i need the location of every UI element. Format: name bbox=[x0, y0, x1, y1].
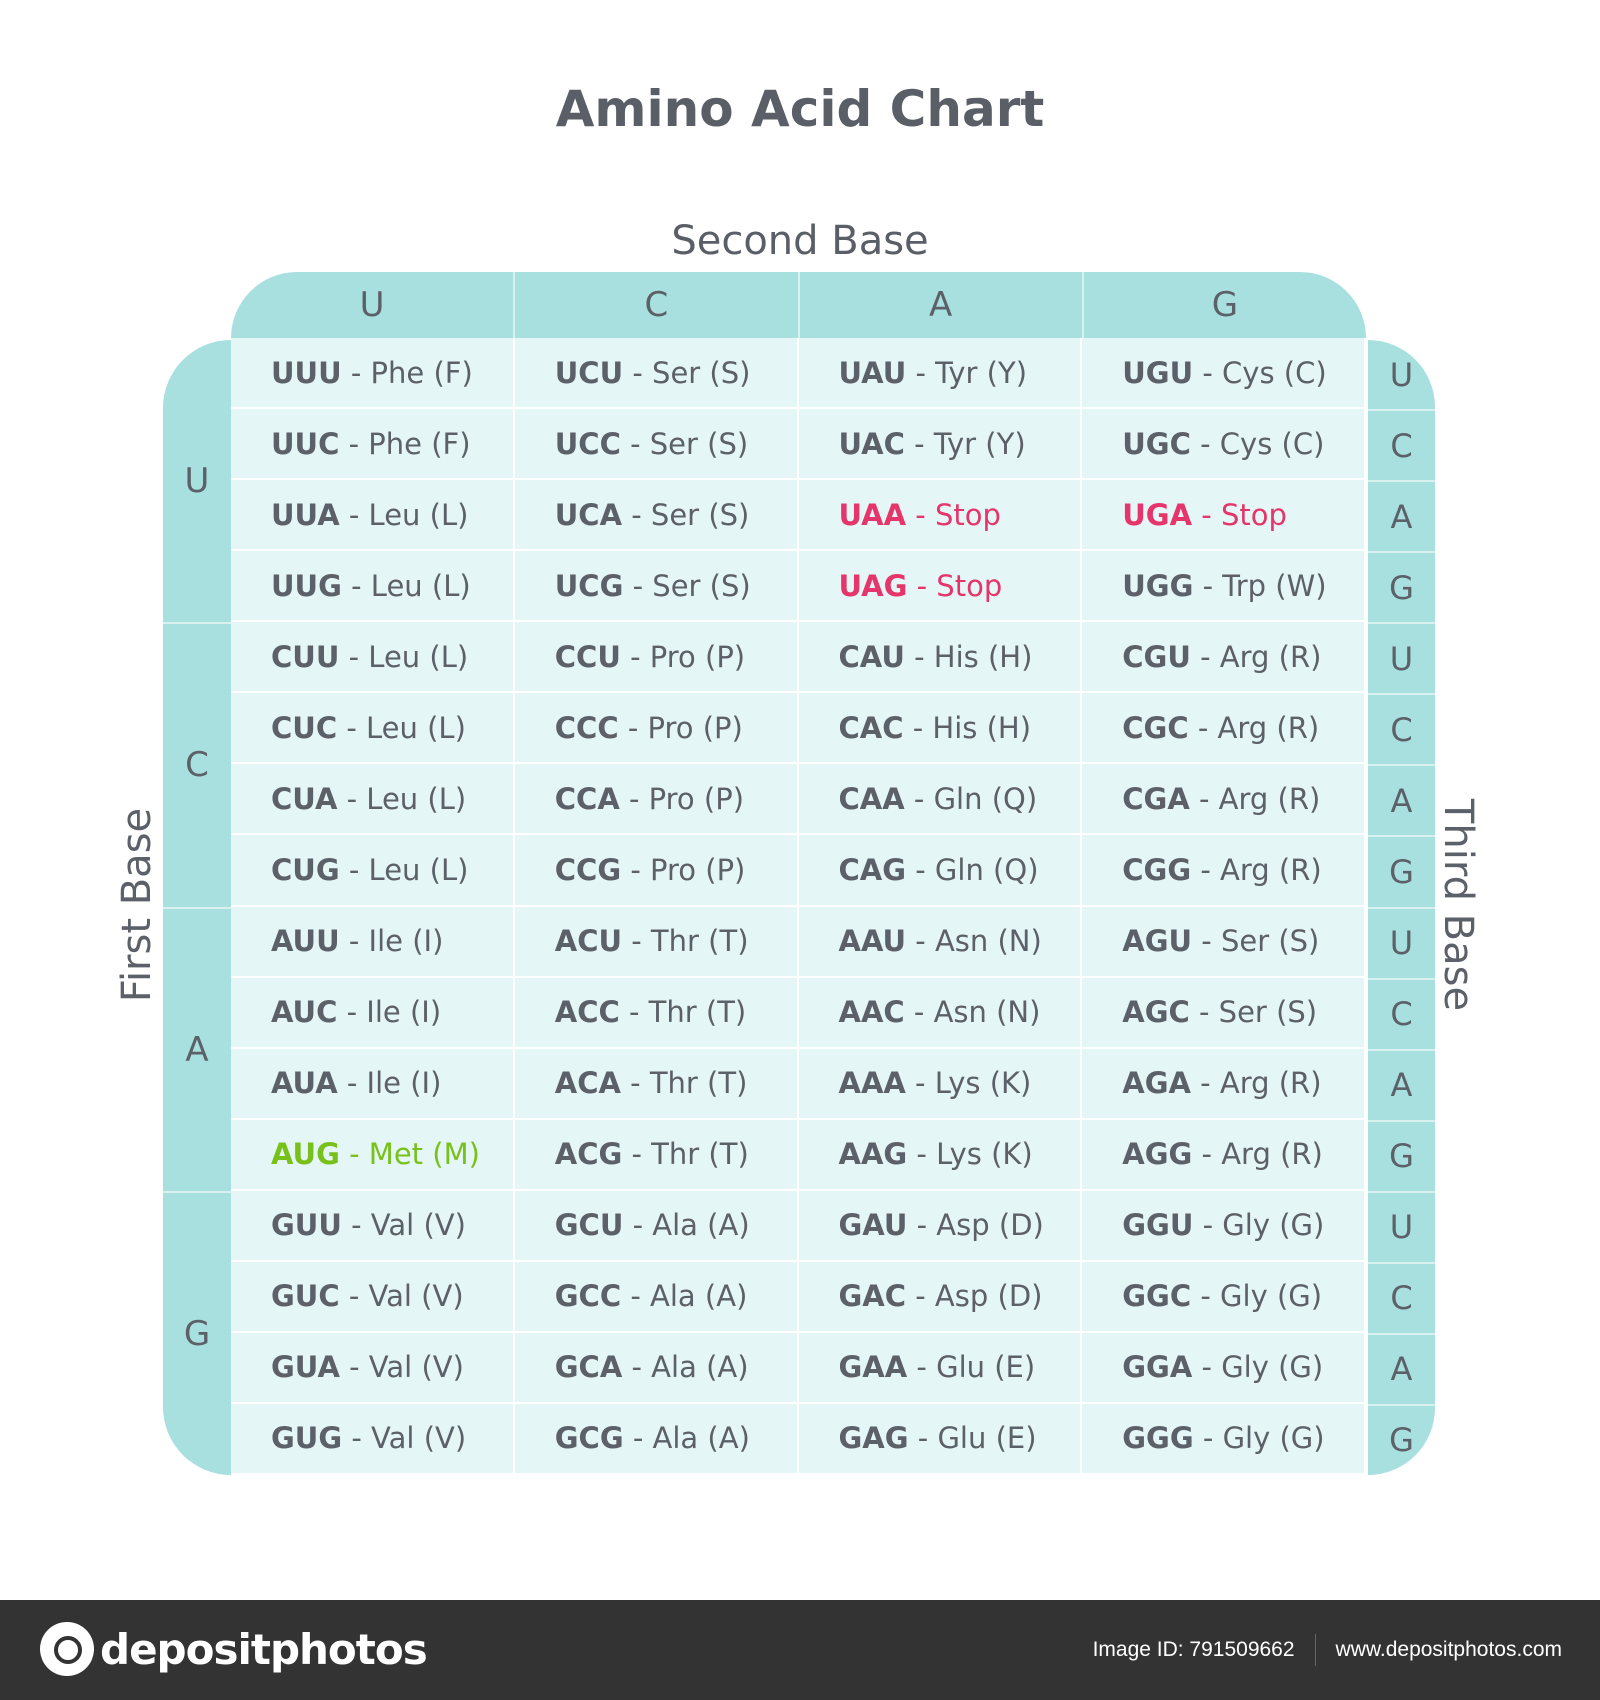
amino-acid: - Val (V) bbox=[342, 1421, 467, 1456]
codon: GGG bbox=[1122, 1421, 1194, 1456]
amino-acid: - Ser (S) bbox=[1192, 924, 1320, 959]
second-base-header bbox=[231, 272, 1366, 338]
codon-cell bbox=[231, 835, 515, 906]
codon: AUA bbox=[271, 1066, 338, 1101]
codon-cell bbox=[1082, 551, 1366, 622]
codon: CAA bbox=[838, 781, 905, 816]
footer-bar bbox=[0, 1600, 1600, 1700]
second-base-u: U bbox=[231, 272, 515, 338]
codon-cell bbox=[799, 1120, 1083, 1191]
amino-acid: - His (H) bbox=[904, 639, 1033, 674]
first-base-g: G bbox=[183, 1313, 211, 1354]
amino-acid: - Ile (I) bbox=[337, 995, 442, 1030]
third-base-column bbox=[1368, 340, 1435, 1475]
codon-cell bbox=[799, 907, 1083, 978]
third-base-cell: G bbox=[1368, 553, 1435, 624]
codon: GUC bbox=[271, 1279, 340, 1314]
amino-acid: - Ser (S) bbox=[623, 568, 751, 603]
amino-acid: - Ser (S) bbox=[620, 426, 749, 461]
first-base-column bbox=[163, 340, 231, 1475]
codon: GCC bbox=[554, 1279, 622, 1314]
amino-acid: - Ser (S) bbox=[623, 355, 751, 390]
codon-cell bbox=[1082, 1333, 1366, 1404]
amino-acid: - Asp (D) bbox=[906, 1279, 1043, 1314]
codon: AGG bbox=[1122, 1137, 1193, 1172]
codon: GGU bbox=[1122, 1208, 1194, 1243]
first-base-a: A bbox=[163, 909, 231, 1193]
codon: ACC bbox=[554, 995, 620, 1030]
codon-grid bbox=[231, 338, 1366, 1475]
second-base-g: G bbox=[1211, 285, 1239, 325]
codon-cell bbox=[231, 551, 515, 622]
amino-acid: - Ser (S) bbox=[1189, 995, 1318, 1030]
third-base-cell: C bbox=[1368, 695, 1435, 766]
codon-cell bbox=[1082, 338, 1366, 409]
codon-cell bbox=[515, 764, 799, 835]
third-base-cell: C bbox=[1368, 1264, 1435, 1335]
codon: GUU bbox=[271, 1208, 342, 1243]
codon-cell bbox=[1082, 907, 1366, 978]
codon: UAU bbox=[838, 355, 907, 390]
codon: AUC bbox=[271, 995, 338, 1030]
codon: UGG bbox=[1122, 568, 1194, 603]
page-title: Amino Acid Chart bbox=[555, 80, 1045, 138]
codon: CGG bbox=[1122, 852, 1192, 887]
codon-cell bbox=[1082, 693, 1366, 764]
divider bbox=[1315, 1634, 1316, 1666]
amino-acid: - Phe (F) bbox=[341, 355, 473, 390]
codon: GAC bbox=[838, 1279, 907, 1314]
third-base-cell: C bbox=[1368, 980, 1435, 1051]
codon: GCG bbox=[554, 1421, 624, 1456]
codon: ACA bbox=[554, 1066, 621, 1101]
amino-acid: - Lys (K) bbox=[905, 1066, 1032, 1101]
amino-acid: - Leu (L) bbox=[339, 639, 469, 674]
camera-icon bbox=[40, 1622, 94, 1676]
codon-cell bbox=[231, 1049, 515, 1120]
codon: GUA bbox=[271, 1350, 340, 1385]
amino-acid: - Pro (P) bbox=[620, 639, 746, 674]
codon: GAA bbox=[838, 1350, 908, 1385]
codon: AGU bbox=[1122, 924, 1193, 959]
codon-cell bbox=[799, 622, 1083, 693]
codon: GUG bbox=[271, 1421, 343, 1456]
codon: GGC bbox=[1122, 1279, 1192, 1314]
first-base-label: First Base bbox=[114, 807, 160, 1003]
third-base-cell: G bbox=[1389, 1421, 1414, 1460]
codon-cell bbox=[1082, 1120, 1366, 1191]
codon-cell bbox=[1082, 764, 1366, 835]
codon-cell bbox=[515, 551, 799, 622]
amino-acid: - Arg (R) bbox=[1192, 1137, 1323, 1172]
codon-cell bbox=[231, 338, 515, 409]
third-base-cell: G bbox=[1368, 1122, 1435, 1193]
amino-acid: - Glu (E) bbox=[907, 1350, 1036, 1385]
codon: AAC bbox=[838, 995, 905, 1030]
third-base-cell: A bbox=[1368, 482, 1435, 553]
amino-acid: - Pro (P) bbox=[619, 781, 745, 816]
codon: AGC bbox=[1122, 995, 1190, 1030]
codon: UUA bbox=[271, 497, 340, 532]
amino-acid: - Cys (C) bbox=[1193, 355, 1327, 390]
codon: ACG bbox=[554, 1137, 623, 1172]
codon: UGA bbox=[1122, 497, 1193, 532]
depositphotos-logo bbox=[40, 1622, 427, 1676]
codon: CCU bbox=[554, 639, 621, 674]
amino-acid: - Glu (E) bbox=[908, 1421, 1037, 1456]
codon-cell bbox=[1082, 978, 1366, 1049]
codon-cell bbox=[799, 1049, 1083, 1120]
codon: UGU bbox=[1122, 355, 1194, 390]
second-base-c: C bbox=[515, 272, 799, 338]
codon: CAC bbox=[838, 710, 904, 745]
amino-acid: - His (H) bbox=[903, 710, 1032, 745]
amino-acid: - Leu (L) bbox=[337, 710, 466, 745]
third-base-cell: U bbox=[1368, 624, 1435, 695]
codon-cell bbox=[231, 907, 515, 978]
codon: CGA bbox=[1122, 781, 1190, 816]
third-base-cell: A bbox=[1368, 766, 1435, 837]
codon-cell bbox=[1082, 622, 1366, 693]
codon-cell bbox=[231, 1120, 515, 1191]
codon: UCA bbox=[554, 497, 623, 532]
codon-cell bbox=[231, 693, 515, 764]
codon: CUA bbox=[271, 781, 338, 816]
codon: UUU bbox=[271, 355, 342, 390]
amino-acid: - Asn (N) bbox=[906, 924, 1042, 959]
codon: GCA bbox=[554, 1350, 623, 1385]
amino-acid: - Val (V) bbox=[341, 1208, 466, 1243]
logo-text: depositphotos bbox=[100, 1624, 427, 1674]
codon-cell bbox=[515, 409, 799, 480]
amino-acid: - Pro (P) bbox=[618, 710, 743, 745]
codon-cell bbox=[515, 1120, 799, 1191]
amino-acid: - Asp (D) bbox=[907, 1208, 1044, 1243]
codon: AUG bbox=[271, 1137, 340, 1172]
codon: UCC bbox=[554, 426, 621, 461]
codon-cell bbox=[515, 1049, 799, 1120]
amino-acid: - Tyr (Y) bbox=[906, 355, 1028, 390]
amino-acid: - Trp (W) bbox=[1193, 568, 1327, 603]
codon-cell bbox=[799, 1191, 1083, 1262]
codon-cell bbox=[515, 1333, 799, 1404]
codon: CAU bbox=[838, 639, 905, 674]
codon-cell bbox=[515, 693, 799, 764]
amino-acid: - Arg (R) bbox=[1189, 781, 1321, 816]
codon: UUG bbox=[271, 568, 342, 603]
amino-acid: - Leu (L) bbox=[337, 781, 467, 816]
codon: CCC bbox=[554, 710, 619, 745]
codon-cell bbox=[799, 835, 1083, 906]
codon-cell bbox=[231, 409, 515, 480]
amino-acid: - Pro (P) bbox=[621, 852, 746, 887]
codon: UUC bbox=[271, 426, 340, 461]
codon-cell bbox=[1082, 480, 1366, 551]
codon-cell bbox=[1082, 1404, 1366, 1475]
codon-cell bbox=[515, 1191, 799, 1262]
codon-cell bbox=[515, 978, 799, 1049]
amino-acid: - Val (V) bbox=[339, 1350, 464, 1385]
codon-cell bbox=[515, 835, 799, 906]
amino-acid: - Thr (T) bbox=[622, 924, 749, 959]
amino-acid: - Stop bbox=[907, 568, 1003, 603]
amino-acid: - Leu (L) bbox=[341, 568, 471, 603]
amino-acid: - Val (V) bbox=[339, 1279, 464, 1314]
codon: UGC bbox=[1122, 426, 1191, 461]
amino-acid: - Gly (G) bbox=[1191, 1279, 1323, 1314]
amino-acid: - Lys (K) bbox=[907, 1137, 1033, 1172]
codon-cell bbox=[799, 551, 1083, 622]
codon: AGA bbox=[1122, 1066, 1191, 1101]
codon: UAG bbox=[838, 568, 908, 603]
codon-cell bbox=[231, 764, 515, 835]
amino-acid: - Phe (F) bbox=[339, 426, 471, 461]
codon-cell bbox=[1082, 1191, 1366, 1262]
amino-acid: - Tyr (Y) bbox=[904, 426, 1026, 461]
amino-acid: - Stop bbox=[906, 497, 1001, 532]
codon: CGU bbox=[1122, 639, 1191, 674]
first-base-u: U bbox=[163, 340, 231, 624]
codon-cell bbox=[1082, 835, 1366, 906]
amino-acid: - Gly (G) bbox=[1193, 1208, 1325, 1243]
codon-cell bbox=[515, 480, 799, 551]
codon-cell bbox=[799, 764, 1083, 835]
amino-acid: - Gly (G) bbox=[1192, 1350, 1324, 1385]
codon: CUC bbox=[271, 710, 338, 745]
codon: AUU bbox=[271, 924, 340, 959]
codon: AAA bbox=[838, 1066, 906, 1101]
codon: CCG bbox=[554, 852, 622, 887]
codon-cell bbox=[515, 1262, 799, 1333]
amino-acid: - Arg (R) bbox=[1188, 710, 1320, 745]
codon-cell bbox=[1082, 1049, 1366, 1120]
codon-cell bbox=[515, 907, 799, 978]
amino-acid: - Ile (I) bbox=[337, 1066, 442, 1101]
codon: AAU bbox=[838, 924, 907, 959]
codon-cell bbox=[231, 480, 515, 551]
amino-acid: - Met (M) bbox=[339, 1137, 480, 1172]
amino-acid: - Cys (C) bbox=[1190, 426, 1325, 461]
codon: AAG bbox=[838, 1137, 908, 1172]
codon-cell bbox=[1082, 409, 1366, 480]
codon-cell bbox=[799, 480, 1083, 551]
amino-acid: - Thr (T) bbox=[619, 995, 747, 1030]
third-base-cell: U bbox=[1368, 1193, 1435, 1264]
second-base-label: Second Base bbox=[671, 218, 929, 264]
codon-cell bbox=[231, 1191, 515, 1262]
amino-acid: - Stop bbox=[1192, 497, 1287, 532]
third-base-label: Third Base bbox=[1435, 798, 1481, 1012]
codon: UCU bbox=[554, 355, 624, 390]
third-base-cell: U bbox=[1368, 340, 1435, 411]
site-url: www.depositphotos.com bbox=[1335, 1638, 1562, 1661]
amino-acid: - Leu (L) bbox=[339, 852, 469, 887]
codon-cell bbox=[799, 338, 1083, 409]
codon: CAG bbox=[838, 852, 907, 887]
amino-acid: - Ile (I) bbox=[339, 924, 444, 959]
amino-acid: - Arg (R) bbox=[1191, 852, 1322, 887]
codon-cell bbox=[515, 338, 799, 409]
amino-acid: - Arg (R) bbox=[1190, 639, 1322, 674]
codon: GAU bbox=[838, 1208, 908, 1243]
codon-cell bbox=[799, 693, 1083, 764]
codon: UCG bbox=[554, 568, 624, 603]
codon-cell bbox=[799, 409, 1083, 480]
codon-cell bbox=[231, 978, 515, 1049]
amino-acid: - Ala (A) bbox=[623, 1208, 750, 1243]
codon-cell bbox=[799, 1404, 1083, 1475]
third-base-cell: G bbox=[1368, 837, 1435, 908]
codon: CUG bbox=[271, 852, 340, 887]
codon: GGA bbox=[1122, 1350, 1193, 1385]
codon: GCU bbox=[554, 1208, 624, 1243]
codon-cell bbox=[799, 1333, 1083, 1404]
amino-acid: - Ala (A) bbox=[623, 1421, 750, 1456]
codon-cell bbox=[231, 622, 515, 693]
codon-cell bbox=[515, 1404, 799, 1475]
first-base-c: C bbox=[163, 624, 231, 908]
third-base-cell: A bbox=[1368, 1051, 1435, 1122]
codon-cell bbox=[515, 622, 799, 693]
amino-acid: - Ala (A) bbox=[621, 1279, 748, 1314]
codon: CCA bbox=[554, 781, 620, 816]
amino-acid: - Ser (S) bbox=[622, 497, 750, 532]
amino-acid: - Ala (A) bbox=[622, 1350, 749, 1385]
amino-acid: - Gln (Q) bbox=[906, 852, 1039, 887]
codon-cell bbox=[231, 1404, 515, 1475]
image-id: Image ID: 791509662 bbox=[1092, 1638, 1295, 1661]
third-base-cell: A bbox=[1368, 1335, 1435, 1406]
amino-acid: - Leu (L) bbox=[339, 497, 469, 532]
amino-acid: - Thr (T) bbox=[622, 1137, 749, 1172]
codon: UAC bbox=[838, 426, 905, 461]
third-base-cell: C bbox=[1368, 411, 1435, 482]
amino-acid: - Thr (T) bbox=[620, 1066, 748, 1101]
third-base-cell: U bbox=[1368, 909, 1435, 980]
second-base-a: A bbox=[800, 272, 1084, 338]
codon-cell bbox=[231, 1262, 515, 1333]
amino-acid: - Asn (N) bbox=[904, 995, 1041, 1030]
codon: CGC bbox=[1122, 710, 1189, 745]
amino-acid: - Arg (R) bbox=[1190, 1066, 1322, 1101]
codon: UAA bbox=[838, 497, 907, 532]
codon: ACU bbox=[554, 924, 623, 959]
codon-cell bbox=[799, 978, 1083, 1049]
amino-acid: - Gly (G) bbox=[1193, 1421, 1325, 1456]
codon-cell bbox=[799, 1262, 1083, 1333]
amino-acid: - Gln (Q) bbox=[904, 781, 1038, 816]
codon: CUU bbox=[271, 639, 340, 674]
codon-cell bbox=[1082, 1262, 1366, 1333]
codon: GAG bbox=[838, 1421, 909, 1456]
codon-cell bbox=[231, 1333, 515, 1404]
